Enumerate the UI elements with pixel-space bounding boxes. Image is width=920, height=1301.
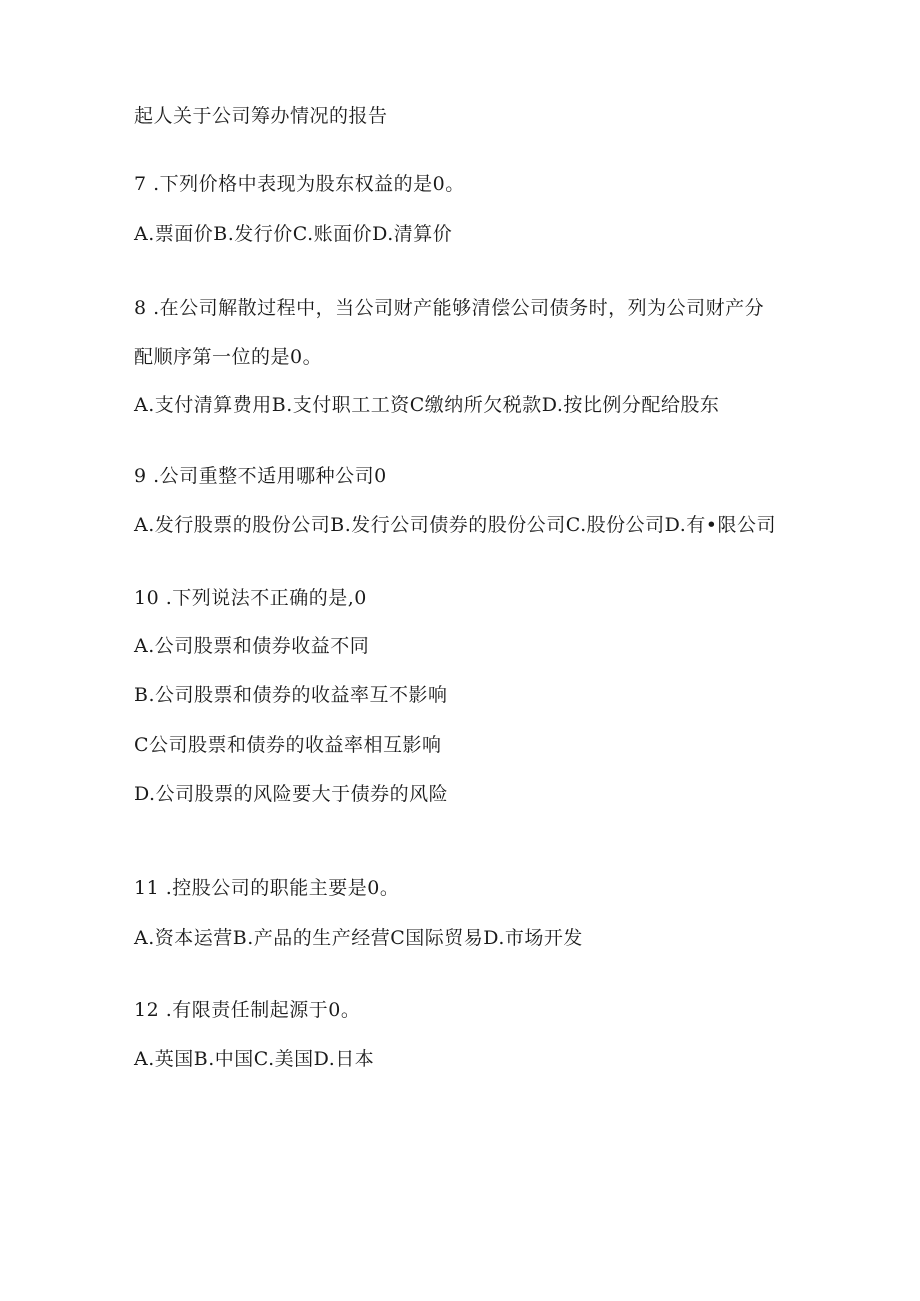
question-11: 11 .控股公司的职能主要是0。 xyxy=(134,877,400,899)
question-8-continued: 配顺序第一位的是0。 xyxy=(134,346,323,368)
question-10-option-c: C公司股票和债券的收益率相互影响 xyxy=(134,734,442,756)
question-9: 9 .公司重整不适用哪种公司0 xyxy=(134,465,387,487)
question-10: 10 .下列说法不正确的是,0 xyxy=(134,587,367,609)
question-10-option-d: D.公司股票的风险要大于债券的风险 xyxy=(134,783,449,805)
question-12-options: A.英国B.中国C.美国D.日本 xyxy=(134,1048,375,1070)
question-12: 12 .有限责任制起源于0。 xyxy=(134,999,361,1021)
question-10-option-a: A.公司股票和债券收益不同 xyxy=(134,635,370,657)
question-11-options: A.资本运营B.产品的生产经营C国际贸易D.市场开发 xyxy=(134,927,583,949)
text-line-continuation: 起人关于公司筹办情况的报告 xyxy=(134,105,388,127)
question-9-options: A.发行股票的股份公司B.发行公司债券的股份公司C.股份公司D.有•限公司 xyxy=(134,514,776,536)
question-8: 8 .在公司解散过程中，当公司财产能够清偿公司债务时，列为公司财产分 xyxy=(134,297,765,319)
question-7: 7 .下列价格中表现为股东权益的是0。 xyxy=(134,173,465,195)
question-8-options: A.支付清算费用B.支付职工工资C缴纳所欠税款D.按比例分配给股东 xyxy=(134,394,720,416)
question-10-option-b: B.公司股票和债券的收益率互不影响 xyxy=(134,684,448,706)
question-7-options: A.票面价B.发行价C.账面价D.清算价 xyxy=(134,223,453,245)
